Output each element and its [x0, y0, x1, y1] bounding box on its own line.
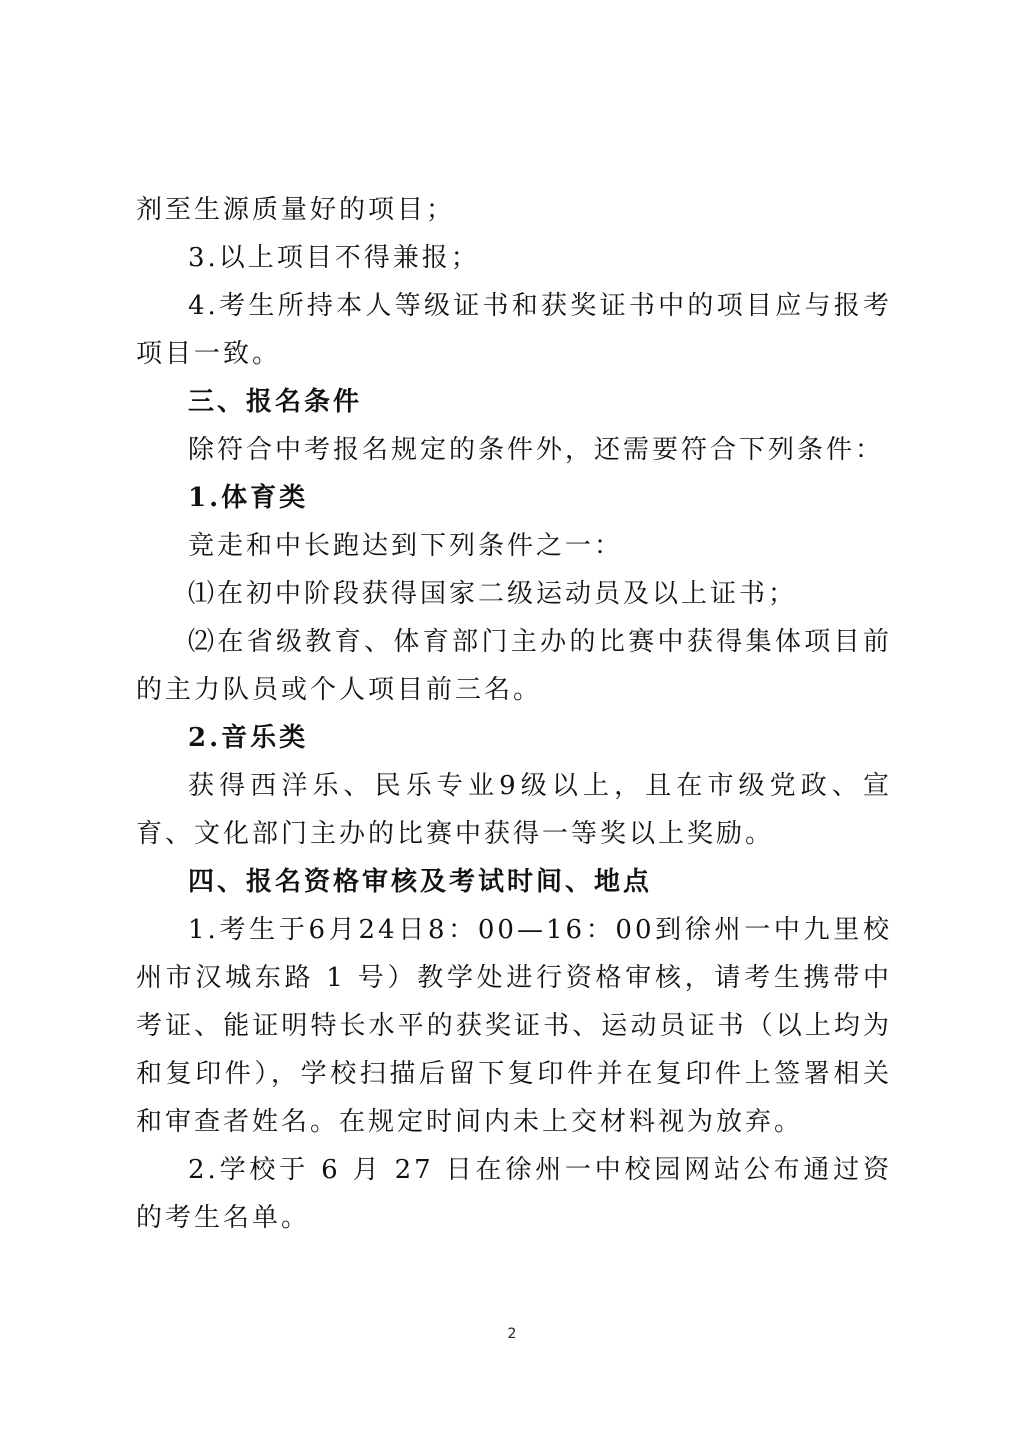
section-heading: 三、报名条件 [188, 387, 363, 417]
paragraph-line: 剂至生源质量好的项目； [136, 195, 456, 225]
paragraph-line: ⑵在省级教育、体育部门主办的比赛中获得集体项目前 [188, 627, 892, 657]
subsection-heading: 1.体育类 [188, 483, 309, 513]
paragraph-line: 获得西洋乐、民乐专业9级以上，且在市级党政、宣 [188, 771, 892, 801]
paragraph-line: 的主力队员或个人项目前三名。 [136, 675, 543, 705]
page-number: 2 [507, 1326, 517, 1342]
paragraph-line: ⑴在初中阶段获得国家二级运动员及以上证书； [188, 579, 798, 609]
paragraph-line: 和复印件），学校扫描后留下复印件并在复印件上签署相关 [136, 1059, 892, 1089]
paragraph-line: 2.学校于 6 月 27 日在徐州一中校园网站公布通过资 [188, 1155, 892, 1185]
paragraph-line: 州市汉城东路 1 号）教学处进行资格审核，请考生携带中 [136, 963, 892, 993]
paragraph-line: 育、文化部门主办的比赛中获得一等奖以上奖励。 [136, 819, 775, 849]
paragraph-line: 的考生名单。 [136, 1203, 311, 1233]
section-heading: 四、报名资格审核及考试时间、地点 [188, 867, 653, 897]
paragraph-line: 竞走和中长跑达到下列条件之一： [188, 531, 624, 561]
paragraph-line: 项目一致。 [136, 339, 282, 369]
paragraph-line: 3.以上项目不得兼报； [188, 243, 480, 273]
paragraph-line: 1.考生于6月24日8：00—16：00到徐州一中九里校 [188, 915, 892, 945]
paragraph-line: 除符合中考报名规定的条件外，还需要符合下列条件： [188, 435, 885, 465]
paragraph-line: 考证、能证明特长水平的获奖证书、运动员证书（以上均为 [136, 1011, 892, 1041]
paragraph-line: 和审查者姓名。在规定时间内未上交材料视为放弃。 [136, 1107, 804, 1137]
subsection-heading: 2.音乐类 [188, 723, 309, 753]
paragraph-line: 4.考生所持本人等级证书和获奖证书中的项目应与报考 [188, 291, 892, 321]
